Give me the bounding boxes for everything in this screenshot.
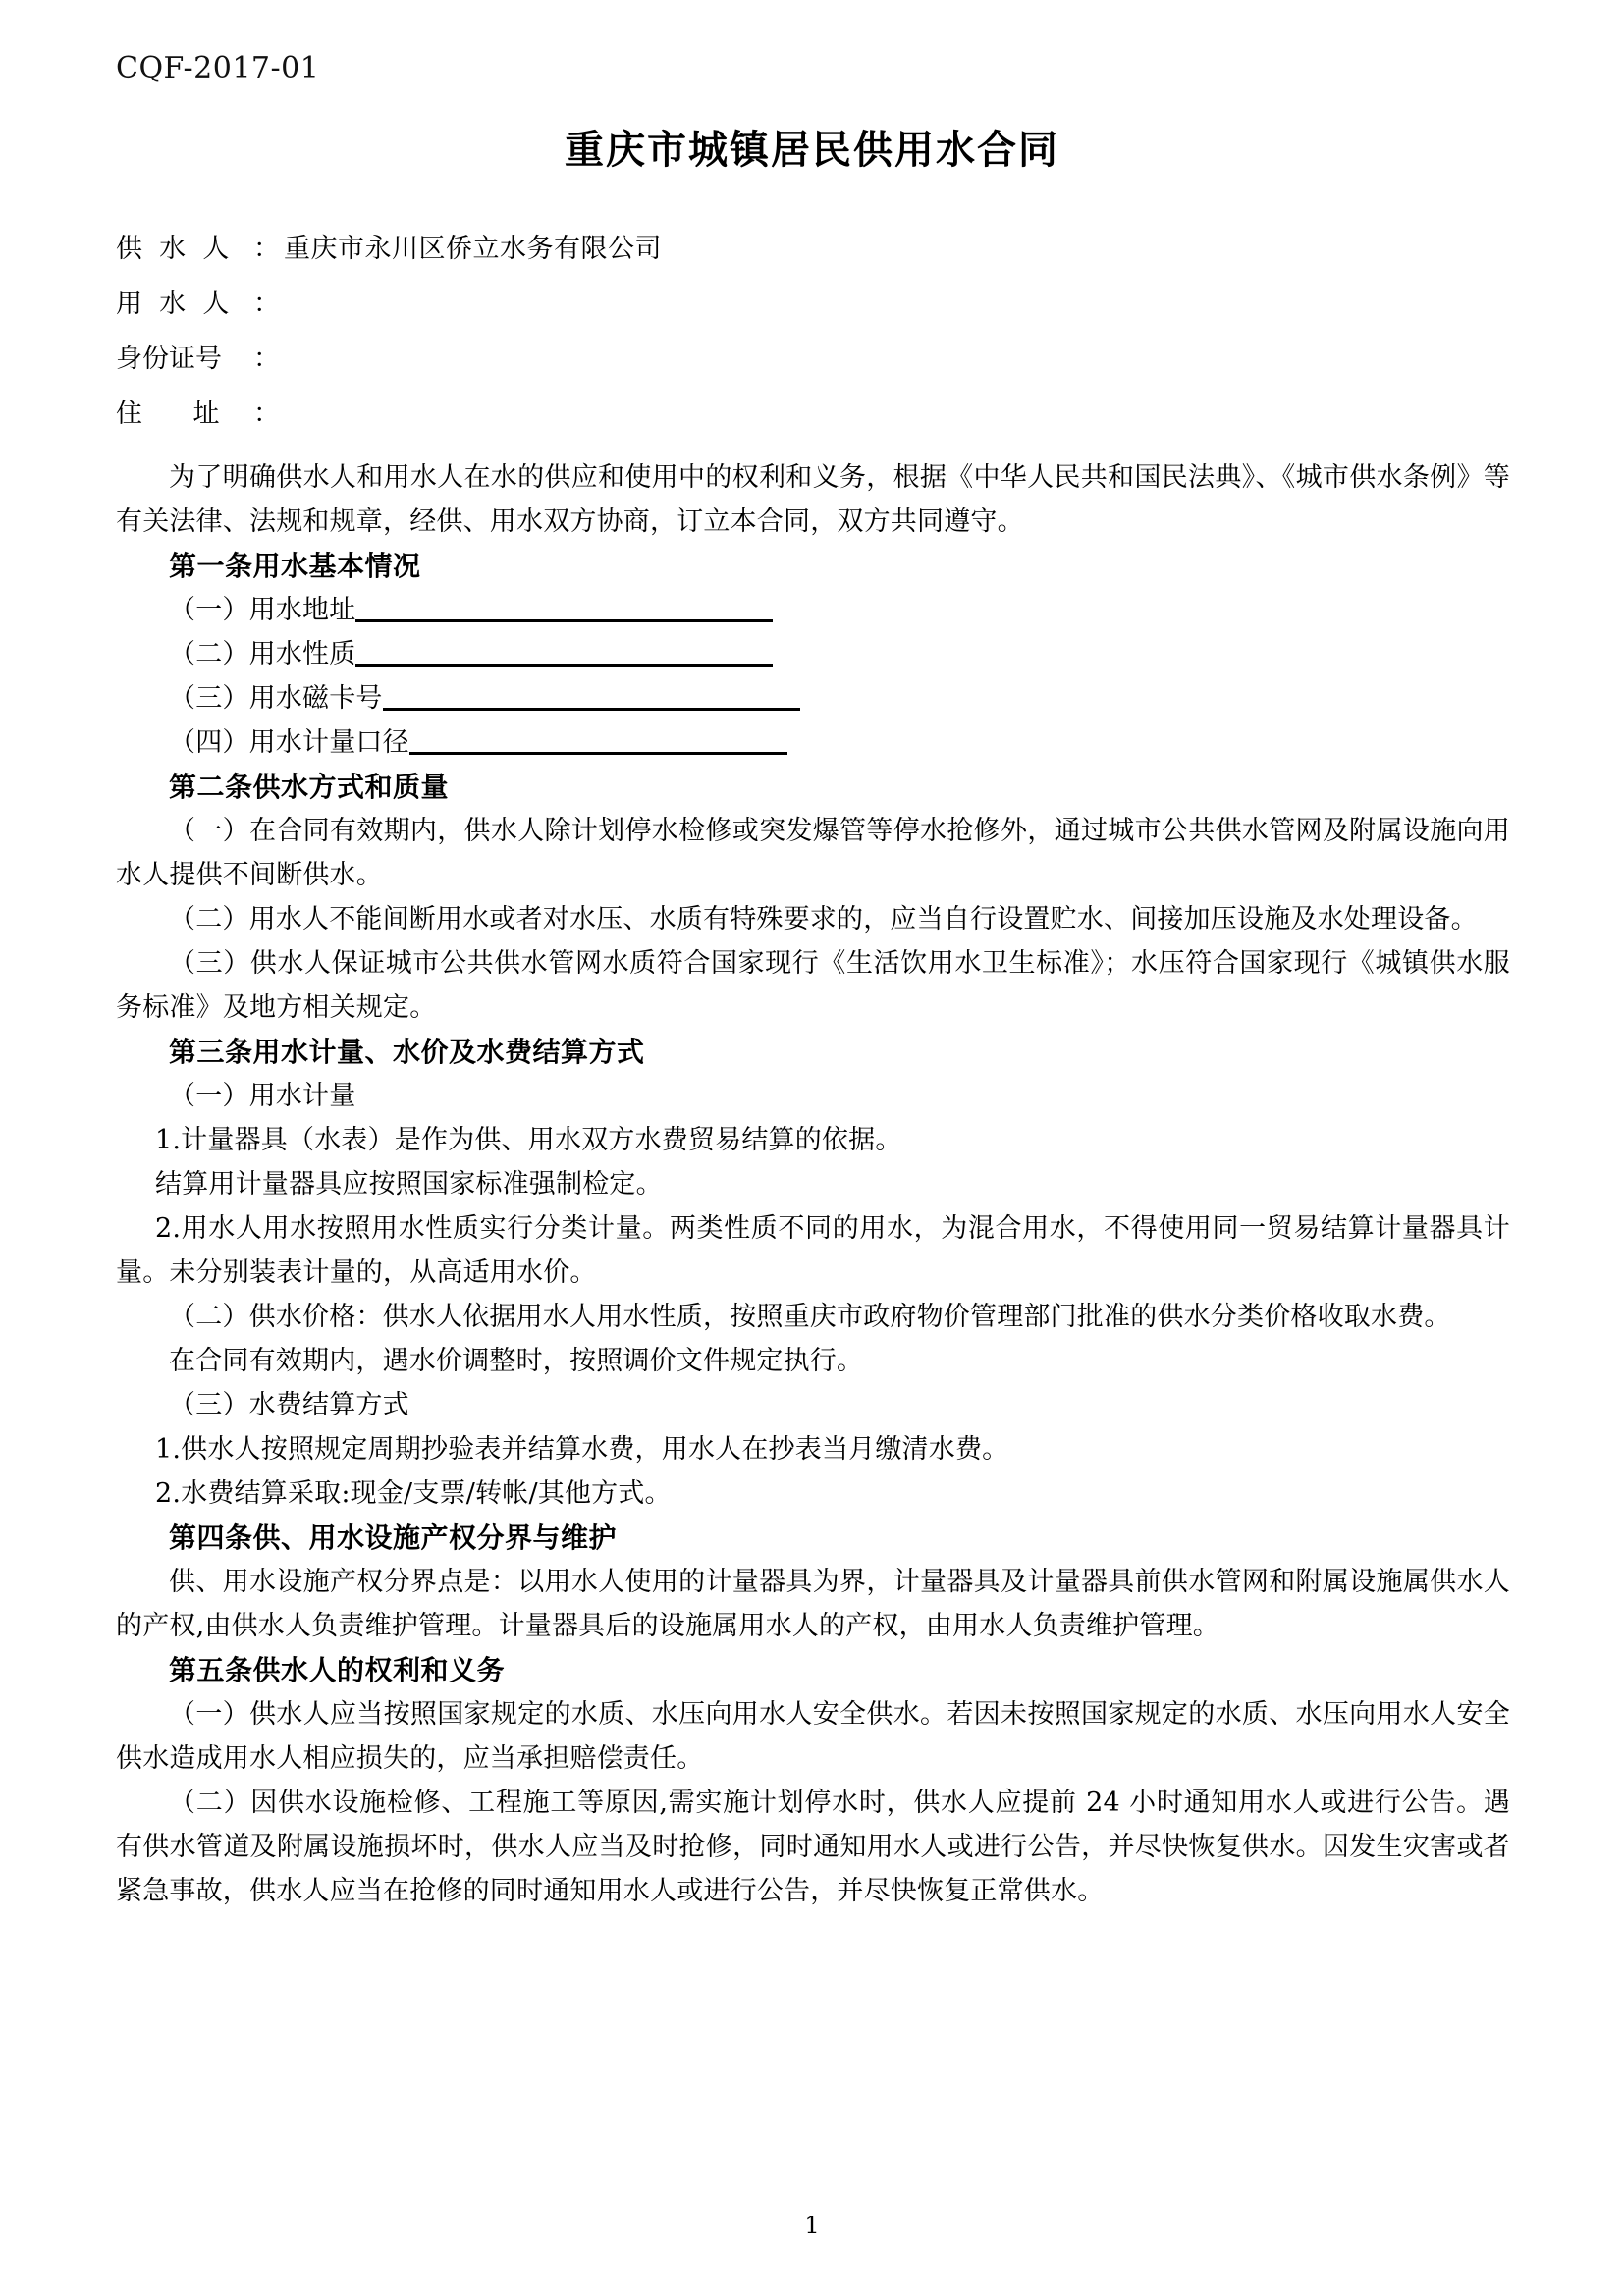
party-id-number: [116, 346, 1510, 400]
article-2-clause-1: （一）在合同有效期内，供水人除计划停水检修或突发爆管等停水抢修外，通过城市公共供水管网及附属设施向用水人提供不间断供水。: [116, 816, 1510, 890]
party-id-label: 身份证号: [116, 344, 222, 374]
article-1-item-4: [116, 721, 1510, 765]
party-supplier: [116, 236, 1510, 291]
party-supplier-value: 重庆市永川区侨立水务有限公司: [284, 234, 662, 264]
article-5-heading: 第五条供水人的权利和义务: [169, 1654, 506, 1686]
party-id-colon: ：: [253, 344, 280, 374]
party-consumer-colon: ：: [253, 289, 280, 319]
article-3-section-3-item-1: 1.供水人按照规定周期抄验表并结算水费，用水人在抄表当月缴清水费。: [155, 1434, 1009, 1465]
article-1-item-3-label: （三）用水磁卡号: [169, 683, 383, 714]
article-3-section-1-item-1: 1.计量器具（水表）是作为供、用水双方水费贸易结算的依据。: [155, 1125, 902, 1155]
article-2-clause-2: （二）用水人不能间断用水或者对水压、水质有特殊要求的，应当自行设置贮水、间接加压设施及水处理设备。: [169, 904, 1478, 934]
article-1-item-3: [116, 676, 1510, 721]
party-address-label: 住 址: [116, 399, 220, 429]
article-1-item-4-label: （四）用水计量口径: [169, 727, 409, 758]
article-1-item-2: [116, 632, 1510, 676]
water-nature-blank[interactable]: [355, 644, 773, 667]
article-1-heading: 第一条用水基本情况: [169, 550, 421, 582]
article-2-heading: 第二条供水方式和质量: [169, 771, 450, 803]
party-supplier-colon: ：: [253, 234, 280, 264]
article-1-item-1: [116, 588, 1510, 632]
preamble-paragraph: 为了明确供水人和用水人在水的供应和使用中的权利和义务，根据《中华人民共和国民法典》、《城市供水条例》等有关法律、法规和规章，经供、用水双方协商，订立本合同，双方共同遵守。: [116, 462, 1510, 537]
article-1-item-2-label: （二）用水性质: [169, 639, 356, 669]
article-3-section-2-clause: （二）供水价格：供水人依据用水人用水性质，按照重庆市政府物价管理部门批准的供水分类价格收取水费。: [169, 1302, 1451, 1332]
article-4-heading: 第四条供、用水设施产权分界与维护: [169, 1522, 618, 1554]
page-title: 重庆市城镇居民供用水合同: [565, 127, 1059, 173]
article-3-section-1-title: （一）用水计量: [169, 1081, 356, 1111]
article-3-section-2-note: 在合同有效期内，遇水价调整时，按照调价文件规定执行。: [169, 1346, 864, 1376]
article-3-section-3-title: （三）水费结算方式: [169, 1390, 409, 1420]
article-2-clause-3: （三）供水人保证城市公共供水管网水质符合国家现行《生活饮用水卫生标准》；水压符合国家现行《城镇供水服务标准》及地方相关规定。: [116, 948, 1510, 1023]
water-address-blank[interactable]: [355, 600, 773, 622]
article-3-section-1-item-2: 2.用水人用水按照用水性质实行分类计量。两类性质不同的用水，为混合用水，不得使用同一贸易结算计量器具计量。未分别装表计量的，从高适用水价。: [116, 1213, 1510, 1288]
water-card-number-blank[interactable]: [383, 688, 800, 711]
party-consumer: [116, 291, 1510, 346]
article-4-body: 供、用水设施产权分界点是：以用水人使用的计量器具为界，计量器具及计量器具前供水管网和附属设施属供水人的产权,由供水人负责维护管理。计量器具后的设施属用水人的产权，由用水人负责维护管理。: [116, 1567, 1510, 1641]
party-address-colon: ：: [253, 399, 280, 429]
document-code: CQF-2017-01: [116, 51, 320, 85]
article-3-section-3-item-2: 2.水费结算采取:现金/支票/转帐/其他方式。: [155, 1478, 672, 1509]
party-supplier-label: 供 水 人: [116, 234, 230, 264]
article-5-clause-2: （二）因供水设施检修、工程施工等原因,需实施计划停水时，供水人应提前 24 小时通知用水人或进行公告。遇有供水管道及附属设施损坏时，供水人应当及时抢修，同时通知用水人或进行公告，并尽快恢复供水。因发生灾害或者紧急事故，供水人应当在抢修的同时通知用水人或进行公告，并尽快恢复正常供水。: [116, 1788, 1510, 1906]
party-consumer-label: 用 水 人: [116, 289, 230, 319]
meter-caliber-blank[interactable]: [409, 732, 787, 755]
party-address: [116, 400, 1510, 455]
article-3-heading: 第三条用水计量、水价及水费结算方式: [169, 1036, 645, 1068]
article-3-section-1-item-1b: 结算用计量器具应按照国家标准强制检定。: [155, 1169, 663, 1200]
page-number: 1: [804, 2212, 820, 2239]
article-5-clause-1: （一）供水人应当按照国家规定的水质、水压向用水人安全供水。若因未按照国家规定的水质、水压向用水人安全供水造成用水人相应损失的，应当承担赔偿责任。: [116, 1699, 1510, 1774]
article-1-item-1-label: （一）用水地址: [169, 595, 356, 625]
document-body: [116, 236, 1510, 1913]
